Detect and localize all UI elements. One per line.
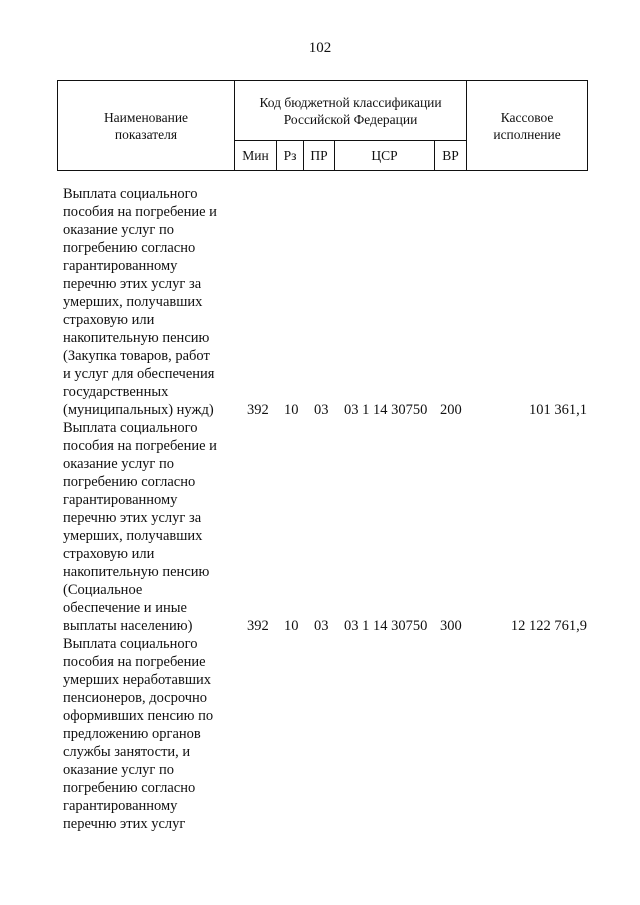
header-classification-code: Код бюджетной классификации Российской Федерации	[235, 81, 467, 141]
row-vr: 300	[440, 618, 462, 634]
row-pr: 03	[314, 402, 329, 418]
header-cash-execution: Кассовое исполнение	[467, 81, 588, 171]
table-header	[57, 80, 588, 171]
row-csr: 03 1 14 30750	[344, 618, 428, 634]
table-body	[63, 185, 593, 833]
table-row	[63, 185, 593, 419]
row-rz: 10	[284, 618, 299, 634]
header-pr: ПР	[304, 141, 335, 171]
table-row	[63, 419, 593, 635]
row-pr: 03	[314, 618, 329, 634]
header-indicator-name: Наименование показателя	[58, 81, 235, 171]
header-rz: Рз	[277, 141, 304, 171]
row-csr: 03 1 14 30750	[344, 402, 428, 418]
row-name: Выплата социального пособия на погребение и оказание услуг по погребению согласно гарантированному перечню этих услуг за умерших, получавших страховую или накопительную пенсию (Социальное обеспечение и иные выплаты населению)	[63, 420, 217, 634]
row-vr: 200	[440, 402, 462, 418]
row-amount: 12 122 761,9	[510, 618, 587, 634]
header-vr: ВР	[435, 141, 467, 171]
page-number: 102	[308, 40, 332, 56]
header-csr: ЦСР	[335, 141, 435, 171]
row-name: Выплата социального пособия на погребение умерших неработавших пенсионеров, досрочно оформивших пенсию по предложению органов службы занятости, и оказание услуг по погребению согласно гарантированному перечню этих услуг	[63, 636, 214, 832]
header-min: Мин	[235, 141, 277, 171]
row-min: 392	[247, 618, 269, 634]
row-name: Выплата социального пособия на погребение и оказание услуг по погребению согласно гарантированному перечню этих услуг за умерших, получавших страховую или накопительную пенсию (Закупка товаров, работ и услуг для обеспечения государственных (муниципальных) нужд)	[63, 186, 217, 418]
table-row	[63, 635, 593, 833]
row-amount: 101 361,1	[529, 402, 587, 418]
row-rz: 10	[284, 402, 299, 418]
row-min: 392	[247, 402, 269, 418]
